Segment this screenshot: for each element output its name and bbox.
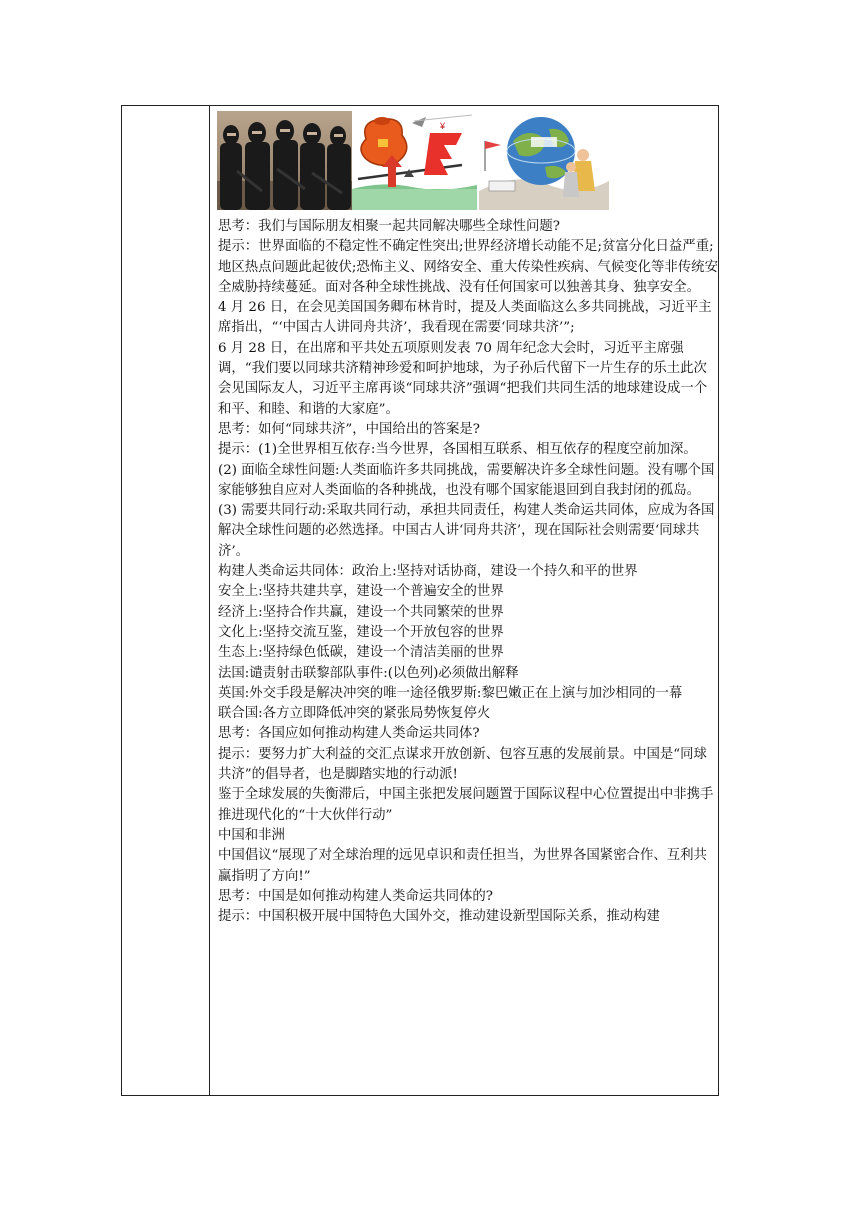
text-line: 思考：中国是如何推动构建人类命运共同体的? <box>218 888 493 904</box>
text-line: 文化上:坚持交流互鉴，建设一个开放包容的世界 <box>218 624 504 640</box>
text-line: 鉴于全球发展的失衡滞后，中国主张把发展问题置于国际议程中心位置提出中非携手推进现代化的“十大伙伴行动” <box>218 787 714 823</box>
text-line: 6 月 28 日，在出席和平共处五项原则发表 70 周年纪念大会时，习近平主席强调，“我们要以同球共济精神珍爱和呵护地球，为子孙后代留下一片生存的乐土此次会见国际友人，习近平主席再谈“同球共济”强调“把我们共同生活的地球建设成一个和平、和睦、和谐的大家庭”。 <box>218 340 708 417</box>
text-line: (3) 需要共同行动:采取共同行动，承担共同责任，构建人类命运共同体，应成为各国解决全球性问题的必然选择。中国古人讲‘同舟共济’，现在国际社会则需要‘同球共济’。 <box>218 503 715 559</box>
lesson-table <box>121 105 719 1096</box>
text-line: 中国和非洲 <box>218 827 285 843</box>
svg-text:¥: ¥ <box>440 121 446 131</box>
table-content-column <box>210 106 718 1095</box>
text-line: 生态上:坚持绿色低碳，建设一个清洁美丽的世界 <box>218 645 504 661</box>
text-line: (2) 面临全球性问题:人类面临许多共同挑战，需要解决许多全球性问题。没有哪个国家能够独自应对人类面临的各种挑战，也没有哪个国家能退回到自我封闭的孤岛。 <box>218 462 715 498</box>
text-line: 思考：如何“同球共济”，中国给出的答案是? <box>218 421 480 437</box>
text-line: 提示：世界面临的不稳定性不确定性突出;世界经济增长动能不足;贫富分化日益严重;地区热点问题此起彼伏;恐怖主义、网络安全、重大传染性疾病、气候变化等非传统安全威胁持续蔓延。面对各种全球性挑战、没有任何国家可以独善其身、独享安全。 <box>218 239 718 295</box>
text-line: 思考：各国应如何推动构建人类命运共同体? <box>218 726 480 742</box>
lesson-text <box>218 217 718 927</box>
text-line: 提示：要努力扩大利益的交汇点谋求开放创新、包容互惠的发展前景。中国是“同球共济”的倡导者，也是脚踏实地的行动派! <box>218 746 707 783</box>
text-line: 经济上:坚持合作共赢，建设一个共同繁荣的世界 <box>218 604 504 620</box>
text-line: 提示：(1)全世界相互依存:当今世界，各国相互联系、相互依存的程度空前加深。 <box>218 442 697 458</box>
text-line: 提示：中国积极开展中国特色大国外交，推动建设新型国际关系，推动构建 <box>218 909 660 925</box>
text-line: 安全上:坚持共建共享，建设一个普遍安全的世界 <box>218 584 504 600</box>
text-line: 思考：我们与国际朋友相聚一起共同解决哪些全球性问题? <box>218 219 560 234</box>
economic-growth-cartoon <box>352 111 477 210</box>
table-left-column <box>122 106 210 1095</box>
text-line: 英国:外交手段是解决冲突的唯一途径俄罗斯:黎巴嫩正在上演与加沙相同的一幕 <box>218 685 683 701</box>
illustration-strip <box>217 111 617 210</box>
text-line: 构建人类命运共同体：政治上:坚持对话协商，建设一个持久和平的世界 <box>218 564 638 580</box>
globe-pushing-cartoon <box>479 111 609 210</box>
armed-militants-photo <box>217 111 352 210</box>
text-line: 联合国:各方立即降低冲突的紧张局势恢复停火 <box>218 706 491 722</box>
text-line: 中国倡议“展现了对全球治理的远见卓识和责任担当，为世界各国紧密合作、互利共赢指明了方向!” <box>218 848 707 884</box>
text-line: 法国:谴责射击联黎部队事件:(以色列)必须做出解释 <box>218 665 519 681</box>
text-line: 4 月 26 日，在会见美国国务卿布林肯时，提及人类面临这么多共同挑战，习近平主席指出，“‘中国古人讲同舟共济’，我看现在需要‘同球共济’”; <box>218 300 712 336</box>
